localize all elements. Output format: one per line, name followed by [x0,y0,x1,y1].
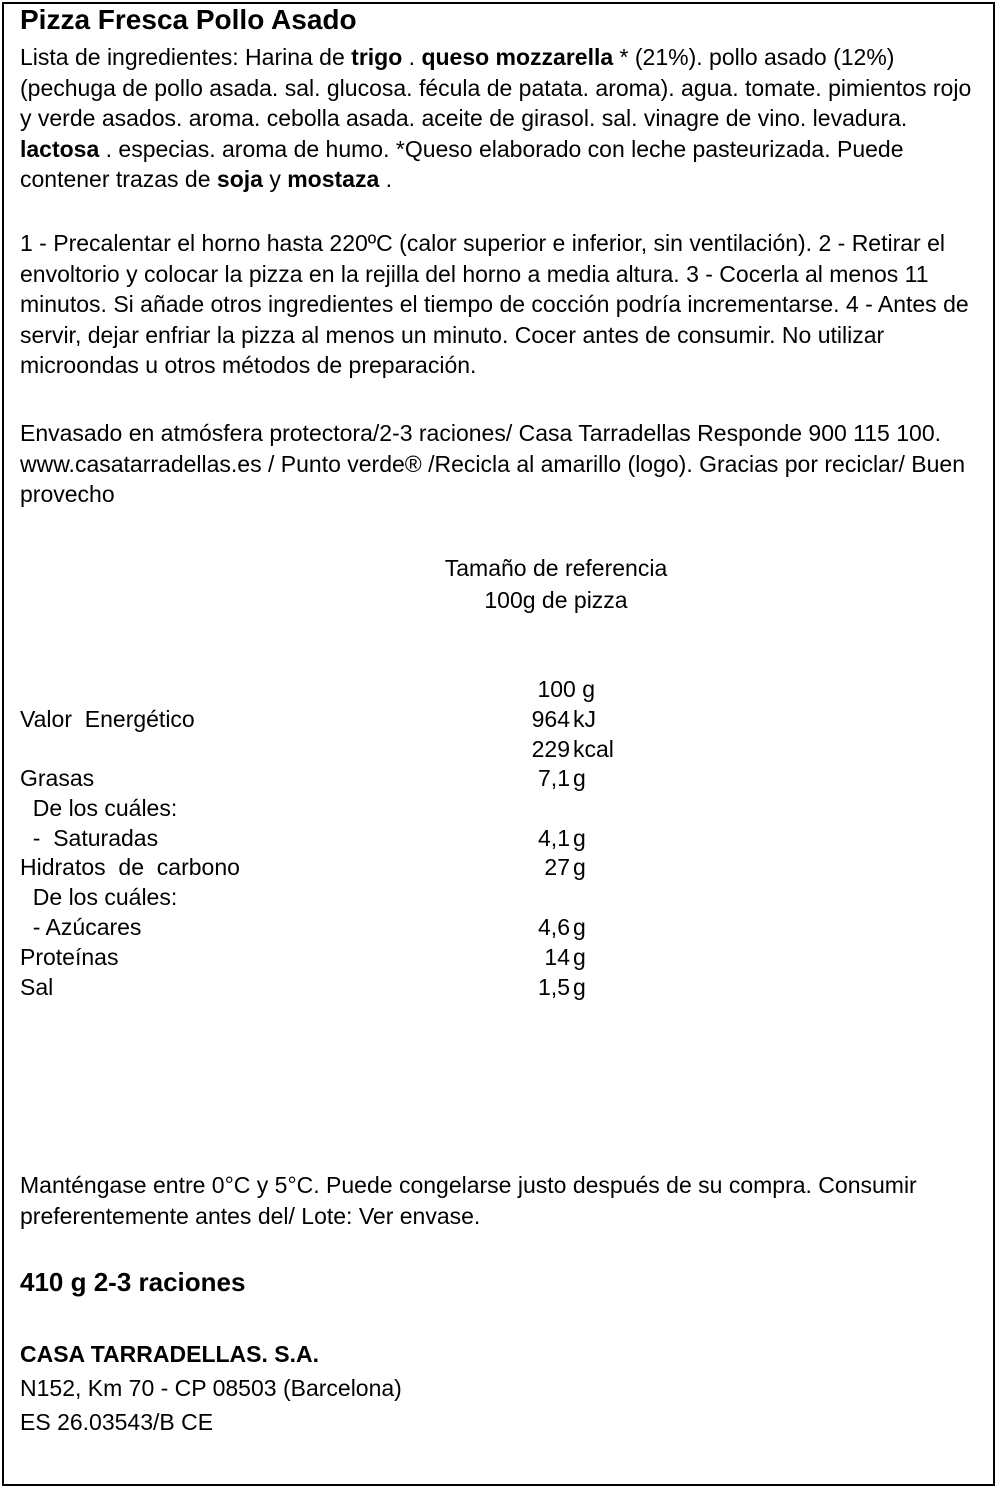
saturated-value: 4,1 [538,825,570,851]
ingredients-text: Lista de ingredientes: Harina de [20,44,352,70]
carbs-value: 27 [544,854,570,880]
sugars-label: - Azúcares [20,914,142,940]
sugars-value: 4,6 [538,914,570,940]
allergen-lactose: lactosa [20,135,100,162]
ingredients-text: * (21%). pollo asado (12%) (pechuga de pollo asada. sal. glucosa. fécula de patata. aroma). agua. tomate. pimientos rojo y verde asados. aroma. cebolla asada. aceite de girasol. sal. vinagre de vino. levadura. [20,44,972,132]
ingredients-list [20,42,980,195]
energy-kj-value: 964 [531,706,570,732]
salt-unit: g [573,974,586,1000]
cooking-instructions: 1 - Precalentar el horno hasta 220ºC (calor superior e inferior, sin ventilación). 2 - Retirar el envoltorio y colocar la pizza en la rejilla del horno a media altura. 3 - Cocerla al menos 11 minutos. Si añade otros ingredientes el tiempo de cocción podría incrementarse. 4 - Antes de servir, dejar enfriar la pizza al menos un minuto. Cocer antes de consumir. No utilizar microondas u otros métodos de preparación. [20,230,969,379]
net-weight: 410 g 2-3 raciones [20,1267,246,1297]
allergen-soy: soja [216,166,263,193]
saturated-unit: g [573,825,586,851]
registration-number: ES 26.03543/B CE [20,1409,214,1435]
allergen-mustard: mostaza [287,166,380,193]
fat-value: 7,1 [538,765,570,791]
energy-kcal-unit: kcal [573,736,614,762]
energy-label: Valor Energético [20,706,195,732]
of-which-label: De los cuáles: [20,884,178,910]
ingredients-text: y [262,166,288,193]
ingredients-text: . [402,44,422,70]
salt-label: Sal [20,974,54,1000]
reference-size-subtitle: 100g de pizza [484,587,628,613]
company-name: CASA TARRADELLAS. S.A. [20,1341,319,1367]
protein-value: 14 [544,944,570,970]
carbs-label: Hidratos de carbono [20,854,240,880]
fat-unit: g [573,765,586,791]
packaging-info: Envasado en atmósfera protectora/2-3 raciones/ Casa Tarradellas Responde 900 115 100. www.casatarradellas.es / Punto verde® /Recicla al amarillo (logo). Gracias por reciclar/ Buen provecho [20,420,965,508]
product-title: Pizza Fresca Pollo Asado [20,4,357,35]
nutrition-column-header: 100 g [537,676,595,702]
storage-instructions: Manténgase entre 0°C y 5°C. Puede congelarse justo después de su compra. Consumir preferentemente antes del/ Lote: Ver envase. [20,1172,917,1229]
company-address: N152, Km 70 - CP 08503 (Barcelona) [20,1375,402,1401]
protein-unit: g [573,944,586,970]
saturated-label: - Saturadas [20,825,159,851]
salt-value: 1,5 [538,974,570,1000]
sugars-unit: g [573,914,586,940]
fat-label: Grasas [20,765,95,791]
allergen-wheat: trigo [351,44,403,70]
of-which-label: De los cuáles: [20,795,178,821]
carbs-unit: g [573,854,586,880]
energy-kj-unit: kJ [573,706,596,732]
ingredients-text: . [379,166,393,193]
reference-size-title: Tamaño de referencia [444,555,668,581]
ingredients-text: . especias. aroma de humo. *Queso elaborado con leche pasteurizada. Puede contener trazas de [20,135,904,193]
energy-kcal-value: 229 [531,736,570,762]
allergen-mozzarella: queso mozzarella [421,44,614,70]
protein-label: Proteínas [20,944,119,970]
